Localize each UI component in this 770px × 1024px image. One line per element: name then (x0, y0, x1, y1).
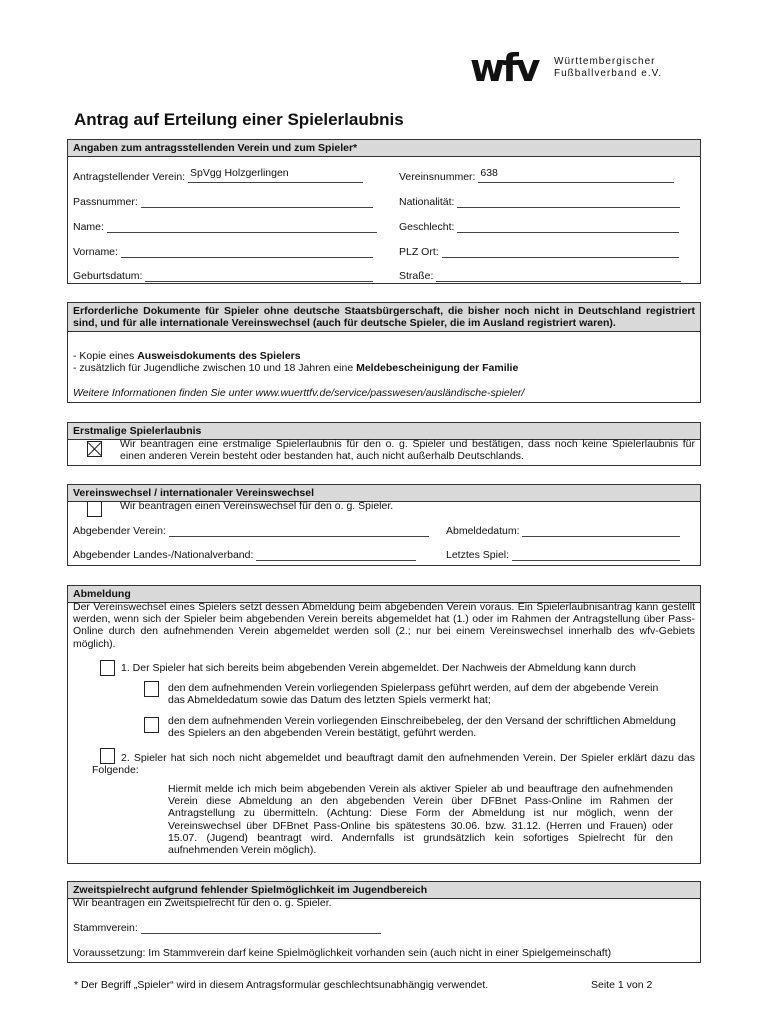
last-game-row (446, 549, 680, 561)
club-number-input[interactable] (478, 167, 674, 183)
documents-section-header: Erforderliche Dokumente für Spieler ohne deutsche Staatsbürgerschaft, die bisher noch nicht in Deutschland registriert sind, und für alle internationale Vereinswechsel (auch für deutsche Spieler, die im Ausland registriert waren). (68, 303, 700, 332)
zip-row (399, 246, 679, 258)
documents-section (67, 302, 701, 403)
club-row (73, 167, 363, 183)
first-permission-checkbox[interactable] (87, 441, 102, 457)
club-label: Antragstellender Verein: (73, 171, 186, 183)
dereg-option-1a-text: den dem aufnehmenden Verein vorliegenden Spielerpass geführt werden, auf dem der abgebende Verein das Abmeldedatum sowie das Datum des letzten Spiels vermerkt hat; (168, 682, 659, 707)
logo-mark: wfv (470, 46, 538, 90)
prev-club-input[interactable] (169, 525, 429, 537)
transfer-text: Wir beantragen einen Vereinswechsel für den o. g. Spieler. (120, 500, 394, 512)
prev-assoc-label: Abgebender Landes-/Nationalverband: (73, 549, 254, 561)
player-section-header: Angaben zum antragsstellenden Verein und zum Spieler* (68, 140, 700, 157)
logo-line-2: Fußballverband e.V. (554, 68, 663, 79)
home-club-label: Stammverein: (73, 922, 138, 934)
gender-row (399, 221, 679, 233)
club-number-label: Vereinsnummer: (399, 171, 476, 183)
club-number-row (399, 167, 674, 183)
home-club-input[interactable] (141, 922, 381, 934)
birthdate-label: Geburtsdatum: (73, 270, 143, 282)
prev-assoc-row (73, 549, 416, 561)
documents-item-2 (73, 362, 693, 374)
nationality-input[interactable] (457, 196, 680, 208)
second-right-section (67, 881, 701, 963)
logo-text (554, 56, 662, 80)
gender-input[interactable] (457, 221, 679, 233)
documents-item-1-bold: Ausweisdokuments des Spielers (137, 350, 301, 362)
transfer-checkbox[interactable] (87, 501, 102, 517)
player-section (67, 139, 701, 284)
birthdate-row (73, 270, 373, 282)
home-club-row (73, 922, 381, 934)
page-number: Seite 1 von 2 (591, 979, 653, 991)
passport-row (73, 196, 373, 208)
wfv-logo (470, 38, 670, 100)
dereg-option-1-text: 1. Der Spieler hat sich bereits beim abgebenden Verein abgemeldet. Der Nachweis der Abmeldung kann durch (121, 662, 636, 674)
dereg-date-input[interactable] (522, 525, 680, 537)
first-permission-header: Erstmalige Spielerlaubnis (68, 423, 700, 440)
documents-item-2-bold: Meldebescheinigung der Familie (356, 362, 519, 375)
deregistration-intro: Der Vereinswechsel eines Spielers setzt dessen Abmeldung beim abgebenden Verein voraus. Ein Spielerlaubnisantrag kann gestellt werden, wenn sich der Spieler beim abgebenden Verein bereits abgemeldet hat (1.) oder im Rahmen der Antragstellung über Pass-Online durch den aufnehmenden Verein abgemeldet werden soll (2.; nur bei einem Vereinswechsel innerhalb des wfv-Gebiets möglich). (73, 601, 695, 650)
nationality-label: Nationalität: (399, 196, 455, 208)
street-row (399, 270, 681, 282)
transfer-section-header: Vereinswechsel / internationaler Vereinswechsel (68, 485, 700, 502)
passport-label: Passnummer: (73, 196, 138, 208)
name-label: Name: (73, 221, 104, 233)
gender-label: Geschlecht: (399, 221, 455, 233)
documents-item-1 (73, 350, 693, 362)
documents-info-link[interactable]: Weitere Informationen finden Sie unter www.wuerttfv.de/service/passwesen/ausländische-spieler/ (73, 387, 525, 399)
street-input[interactable] (436, 270, 681, 282)
documents-list (73, 350, 693, 374)
page-title: Antrag auf Erteilung einer Spielerlaubnis (74, 110, 404, 129)
firstname-row (73, 246, 373, 258)
dereg-option-1-checkbox[interactable] (100, 660, 115, 676)
club-input[interactable] (188, 167, 363, 183)
second-right-requirement: Voraussetzung: Im Stammverein darf keine Spielmöglichkeit vorhanden sein (auch nicht in einer Spielgemeinschaft) (73, 947, 612, 959)
transfer-section (67, 484, 701, 566)
deregistration-header: Abmeldung (68, 586, 700, 603)
documents-item-1-text: - Kopie eines (73, 350, 138, 362)
dereg-date-row (446, 525, 680, 537)
second-right-header: Zweitspielrecht aufgrund fehlender Spielmöglichkeit im Jugendbereich (68, 882, 700, 899)
documents-item-2-text: - zusätzlich für Jugendliche zwischen 10 und 18 Jahren eine (73, 362, 357, 375)
name-row (73, 221, 377, 233)
dereg-option-1b-text: den dem aufnehmenden Verein vorliegenden Einschreibebeleg, der den Versand der schriftlichen Abmeldung des Spielers an den abgebenden Verein bestätigt, geführt werden. (168, 715, 676, 740)
zip-label: PLZ Ort: (399, 246, 439, 258)
last-game-label: Letztes Spiel: (446, 549, 510, 561)
prev-club-label: Abgebender Verein: (73, 525, 166, 537)
name-input[interactable] (107, 221, 377, 233)
footer-note: * Der Begriff „Spieler“ wird in diesem Antragsformular geschlechtsunabhängig verwendet. (74, 979, 489, 991)
club-value: SpVgg Holzgerlingen (190, 167, 289, 179)
dereg-option-1a-checkbox[interactable] (144, 681, 159, 697)
zip-input[interactable] (442, 246, 679, 258)
dereg-option-2-declaration: Hiermit melde ich mich beim abgebenden Verein als aktiver Spieler ab und beauftrage den aufnehmenden Verein diese Abmeldung an den abgebenden Verein über DFBnet Pass-Online im Rahmen der Antragstellung zu übermitteln. (Achtung: Diese Form der Abmeldung ist nur möglich, wenn der Vereinswechsel über DFBnet Pass-Online bis spätestens 30.06. bzw. 31.12. (Herren und Frauen) oder 15.07. (Jugend) beantragt wird. Andernfalls ist grundsätzlich kein sofortiges Spielrecht für den aufnehmenden Verein möglich). (168, 783, 673, 857)
last-game-input[interactable] (512, 549, 680, 561)
deregistration-section (67, 585, 701, 864)
club-number-value: 638 (480, 167, 498, 179)
firstname-input[interactable] (121, 246, 373, 258)
second-right-text: Wir beantragen ein Zweitspielrecht für den o. g. Spieler. (73, 897, 332, 909)
first-permission-text: Wir beantragen eine erstmalige Spielerlaubnis für den o. g. Spieler und bestätigen, dass noch keine Spielerlaubnis für einen anderen Verein besteht oder bestanden hat, auch nicht außerhalb Deutschlands. (120, 438, 695, 463)
firstname-label: Vorname: (73, 246, 118, 258)
passport-input[interactable] (141, 196, 373, 208)
prev-assoc-input[interactable] (256, 549, 416, 561)
first-permission-section (67, 422, 701, 466)
logo-line-1: Württembergischer (554, 56, 656, 67)
street-label: Straße: (399, 270, 434, 282)
prev-club-row (73, 525, 429, 537)
birthdate-input[interactable] (145, 270, 373, 282)
dereg-date-label: Abmeldedatum: (446, 525, 520, 537)
dereg-option-2-text: 2. Spieler hat sich noch nicht abgemeldet und beauftragt damit den aufnehmenden Verein. Der Spieler erklärt dazu das Folgende: (92, 752, 695, 777)
dereg-option-1b-checkbox[interactable] (144, 717, 159, 733)
nationality-row (399, 196, 680, 208)
